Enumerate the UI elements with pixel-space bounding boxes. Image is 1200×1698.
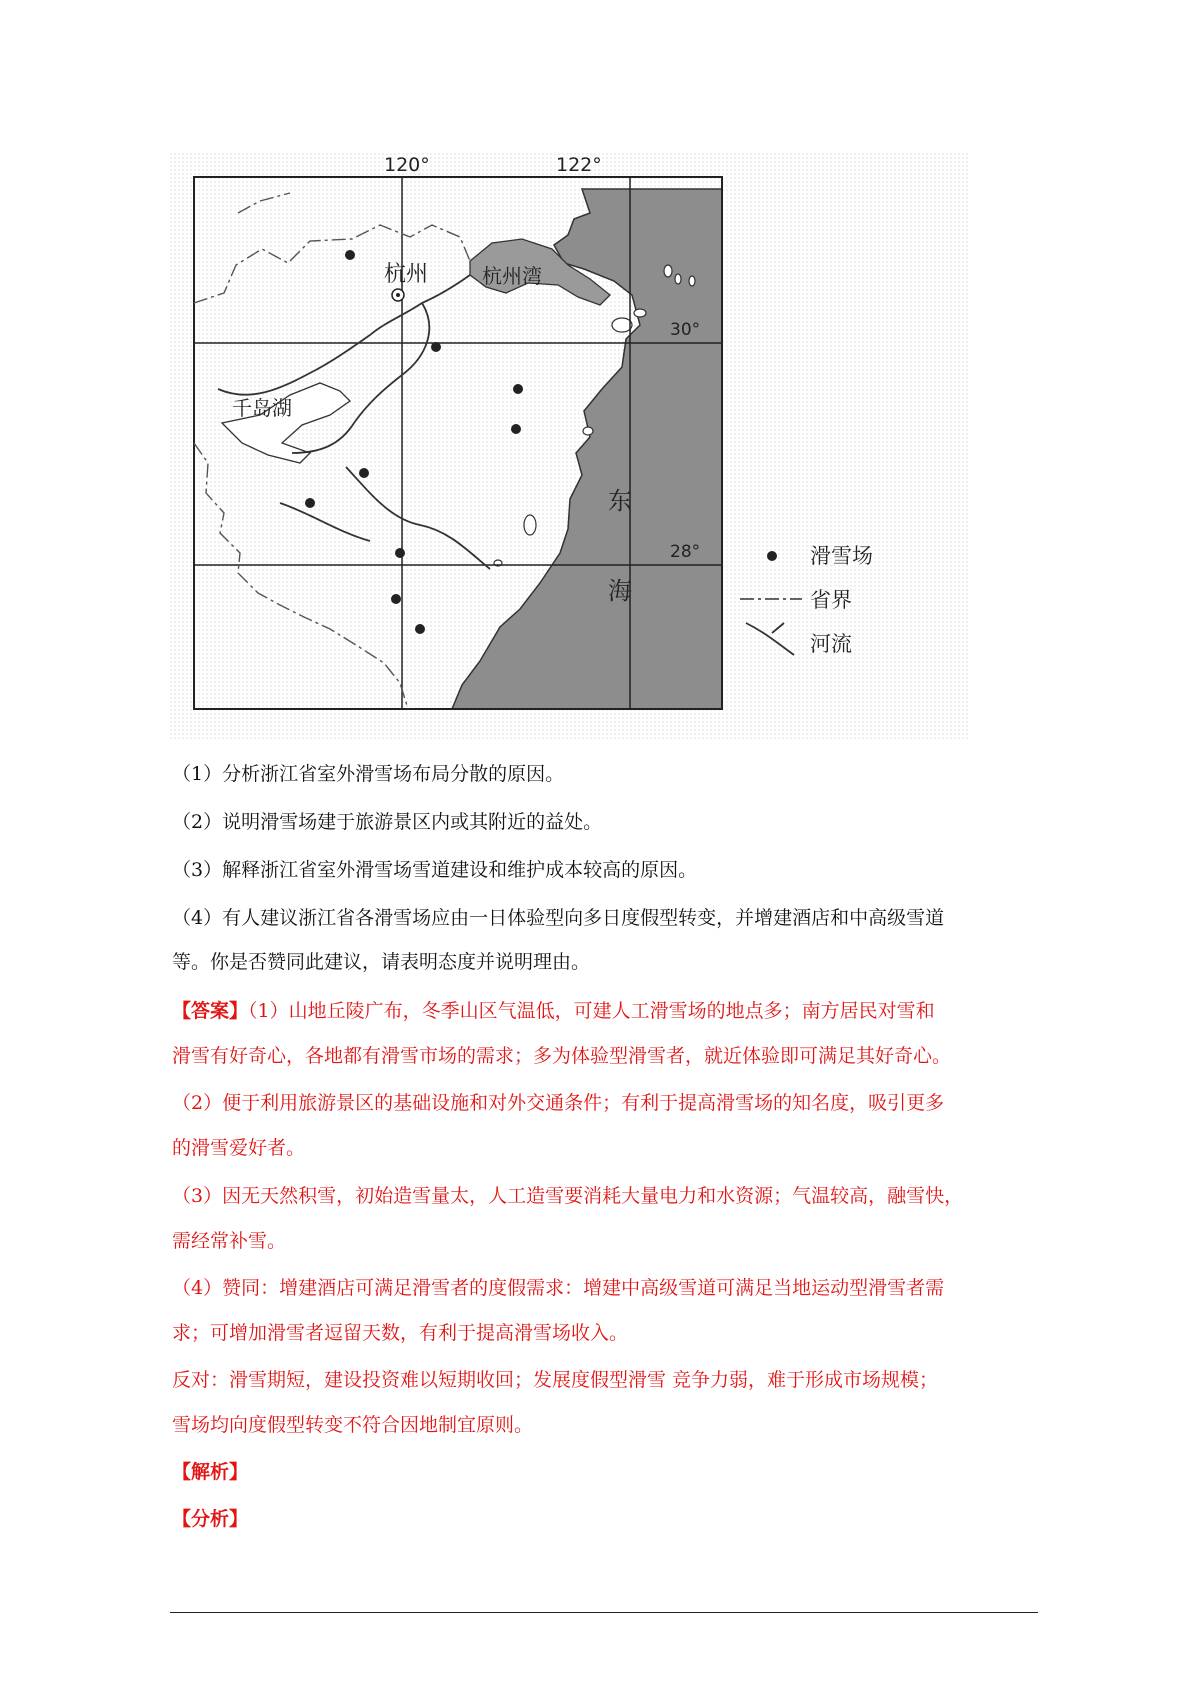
answer-tag: 【答案】 xyxy=(172,1000,249,1022)
question-3: （3）解释浙江省室外滑雪场雪道建设和维护成本较高的原因。 xyxy=(172,859,698,881)
answer-line-5: （3）因无天然积雪，初始造雪量太，人工造雪要消耗大量电力和水资源；气温较高，融雪快， xyxy=(172,1185,964,1207)
answer-line-1: 【答案】（1）山地丘陵广布，冬季山区气温低，可建人工滑雪场的地点多；南方居民对雪和 xyxy=(172,1000,935,1022)
answer-line-4: 的滑雪爱好者。 xyxy=(172,1137,306,1159)
answer-line-2: 滑雪有好奇心，各地都有滑雪市场的需求；多为体验型滑雪者，就近体验即可满足其好奇心。 xyxy=(172,1045,952,1067)
ski-resort-dot xyxy=(511,424,521,434)
question-4-line-2: 等。你是否赞同此建议，请表明态度并说明理由。 xyxy=(172,951,591,973)
hangzhou-bay-label: 杭州湾 xyxy=(482,264,542,288)
lon-label-120: 120° xyxy=(384,154,430,176)
ski-resort-dot xyxy=(345,250,355,260)
ski-resort-dot xyxy=(431,342,441,352)
legend-ski-label: 滑雪场 xyxy=(810,544,873,568)
ski-resort-dot xyxy=(391,594,401,604)
lat-label-30: 30° xyxy=(670,320,701,340)
lat-label-28: 28° xyxy=(670,542,701,562)
question-4-line-1: （4）有人建议浙江省各滑雪场应由一日体验型向多日度假型转变，并增建酒店和中高级雪道 xyxy=(172,907,945,929)
answer-line-3: （2）便于利用旅游景区的基础设施和对外交通条件；有利于提高滑雪场的知名度，吸引更多 xyxy=(172,1092,945,1114)
ski-resort-dot xyxy=(359,468,369,478)
answer-line-8: 求；可增加滑雪者逗留天数，有利于提高滑雪场收入。 xyxy=(172,1322,629,1344)
ski-resort-dot xyxy=(415,624,425,634)
answer-line-10: 雪场均向度假型转变不符合因地制宜原则。 xyxy=(172,1414,534,1436)
lon-label-122: 122° xyxy=(556,154,602,176)
legend-boundary-label: 省界 xyxy=(810,588,852,612)
question-2: （2）说明滑雪场建于旅游景区内或其附近的益处。 xyxy=(172,811,603,833)
legend-river-label: 河流 xyxy=(810,632,852,656)
east-sea-label-2: 海 xyxy=(608,577,632,605)
hangzhou-label: 杭州 xyxy=(384,262,429,287)
ski-resort-dot xyxy=(305,498,315,508)
answer-line-6: 需经常补雪。 xyxy=(172,1230,287,1252)
answer-line-9: 反对：滑雪期短，建设投资难以短期收回；发展度假型滑雪 竞争力弱，难于形成市场规模； xyxy=(172,1369,939,1391)
east-sea-label-1: 东 xyxy=(608,487,632,515)
ski-resort-dot xyxy=(513,384,523,394)
analysis-tag: 【解析】 xyxy=(172,1461,249,1483)
question-1: （1）分析浙江省室外滑雪场布局分散的原因。 xyxy=(172,763,565,785)
legend-ski-icon xyxy=(767,551,777,561)
zhejiang-ski-map xyxy=(170,153,968,739)
ski-resort-dot xyxy=(395,548,405,558)
fenxi-tag: 【分析】 xyxy=(172,1508,249,1530)
footer-rule xyxy=(170,1612,1038,1613)
answer-line-7: （4）赞同：增建酒店可满足滑雪者的度假需求：增建中高级雪道可满足当地运动型滑雪者需 xyxy=(172,1277,945,1299)
qiandao-lake-label: 千岛湖 xyxy=(232,396,292,420)
